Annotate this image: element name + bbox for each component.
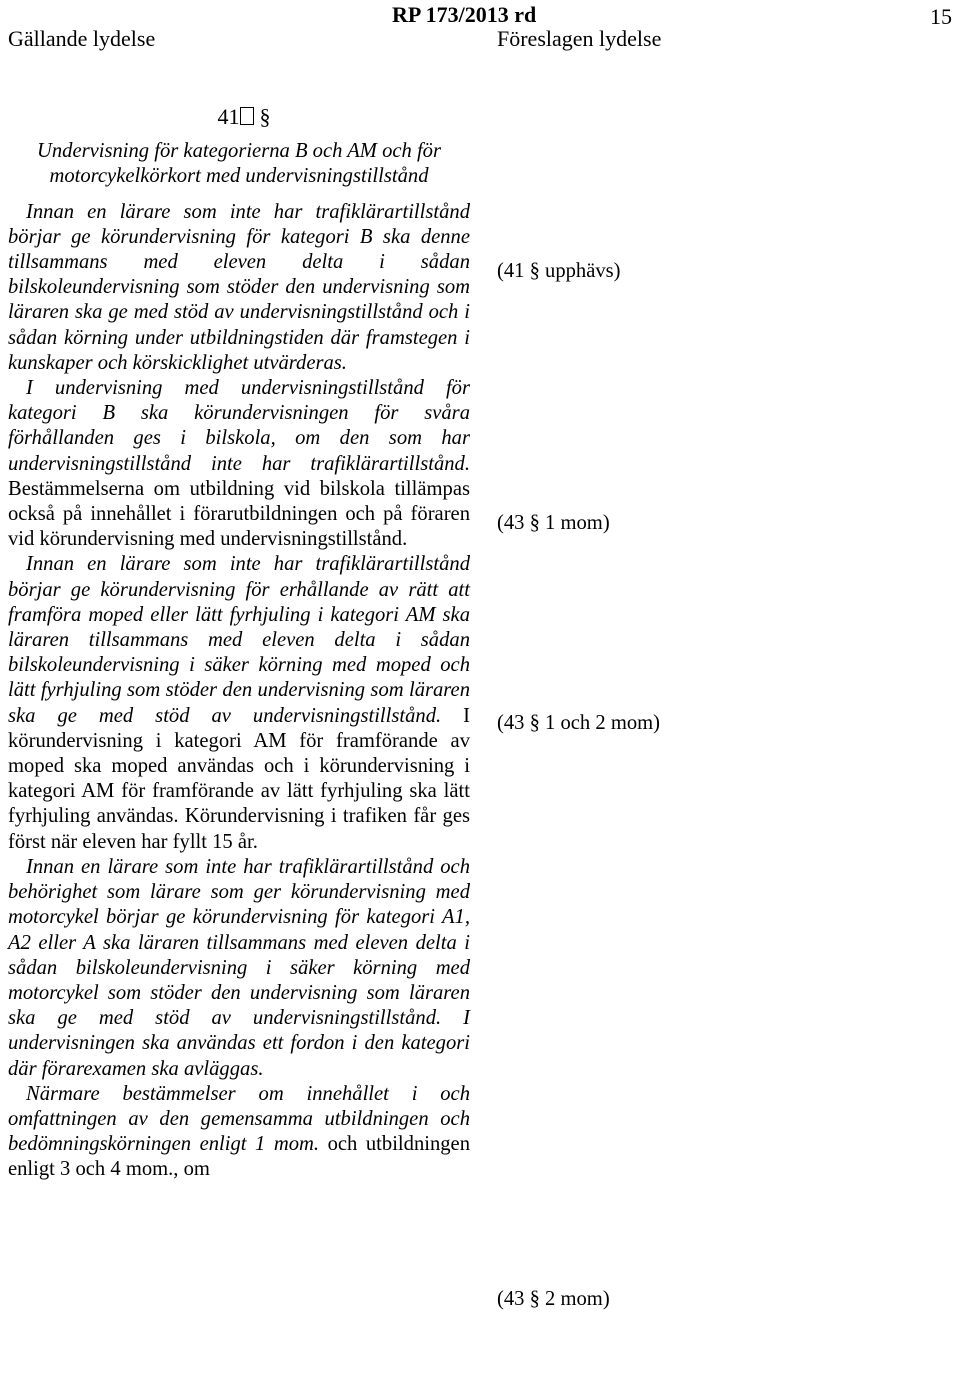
section-heading: Undervisning för kategorierna B och AM och för motorcykelkörkort med undervisningstillstånd	[36, 140, 441, 188]
current-wording-column	[8, 104, 470, 1183]
note-43-1-and-2-mom: (43 § 1 och 2 mom)	[497, 712, 661, 734]
paragraph-3: Innan en lärare som inte har trafiklärartillstånd börjar ge körundervisning för erhållande av rätt att framföra moped eller lätt fyrhjuling i kategori AM ska läraren tillsammans med eleven delta i sådan bilskoleundervisning i säker körning med moped och lätt fyrhjuling som stöder den undervisning som läraren ska ge med stöd av undervisningstillstånd. I körundervisning i kategori AM för framförande av moped ska moped användas och i körundervisning i kategori AM för framförande av lätt fyrhjuling ska lätt fyrhjuling användas. Körundervisning i trafiken får ges först när eleven har fyllt 15 år.	[8, 553, 470, 853]
section-number: 41 §	[217, 104, 271, 129]
proposed-wording-label: Föreslagen lydelse	[497, 26, 662, 51]
note-43-2-mom: (43 § 2 mom)	[497, 1288, 610, 1310]
section-mark: §	[259, 104, 271, 129]
current-wording-label: Gällande lydelse	[8, 26, 156, 51]
note-section-repealed: (41 § upphävs)	[497, 260, 621, 282]
paragraph-4: Innan en lärare som inte har trafiklärartillstånd och behörighet som lärare som ger körundervisning med motorcykel börjar ge körundervisning för kategori A1, A2 eller A ska läraren tillsammans med eleven delta i sådan bilskoleundervisning i säker körning med motorcykel som stöder den undervisning som läraren ska ge med stöd av undervisningstillstånd. I undervisningen ska användas ett fordon i den kategori där förarexamen ska avläggas.	[8, 855, 470, 1080]
note-43-1-mom: (43 § 1 mom)	[497, 512, 610, 534]
missing-glyph-box	[240, 107, 254, 125]
page-number: 15	[930, 4, 952, 29]
paragraph-2: I undervisning med undervisningstillstånd för kategori B ska körundervisningen för svåra förhållanden ges i bilskola, om den som har undervisningstillstånd inte har trafiklärartillstånd. Bestämmelserna om utbildning vid bilskola tillämpas också på innehållet i förarutbildningen och på föraren vid körundervisning med undervisningstillstånd.	[8, 377, 470, 551]
paragraph-1: Innan en lärare som inte har trafiklärartillstånd börjar ge körundervisning för kategori B ska denne tillsammans med eleven delta i sådan bilskoleundervisning som stöder den undervisning som läraren ska ge med stöd av undervisningstillstånd och i sådan körning under utbildningstiden där framstegen i kunskaper och körskicklighet utvärderas.	[8, 200, 470, 374]
document-reference: RP 173/2013 rd	[392, 2, 537, 27]
page-header	[0, 0, 960, 60]
paragraph-5: Närmare bestämmelser om innehållet i och omfattningen av den gemensamma utbildningen och bedömningskörningen enligt 1 mom. och utbildningen enligt 3 och 4 mom., om	[8, 1082, 470, 1181]
